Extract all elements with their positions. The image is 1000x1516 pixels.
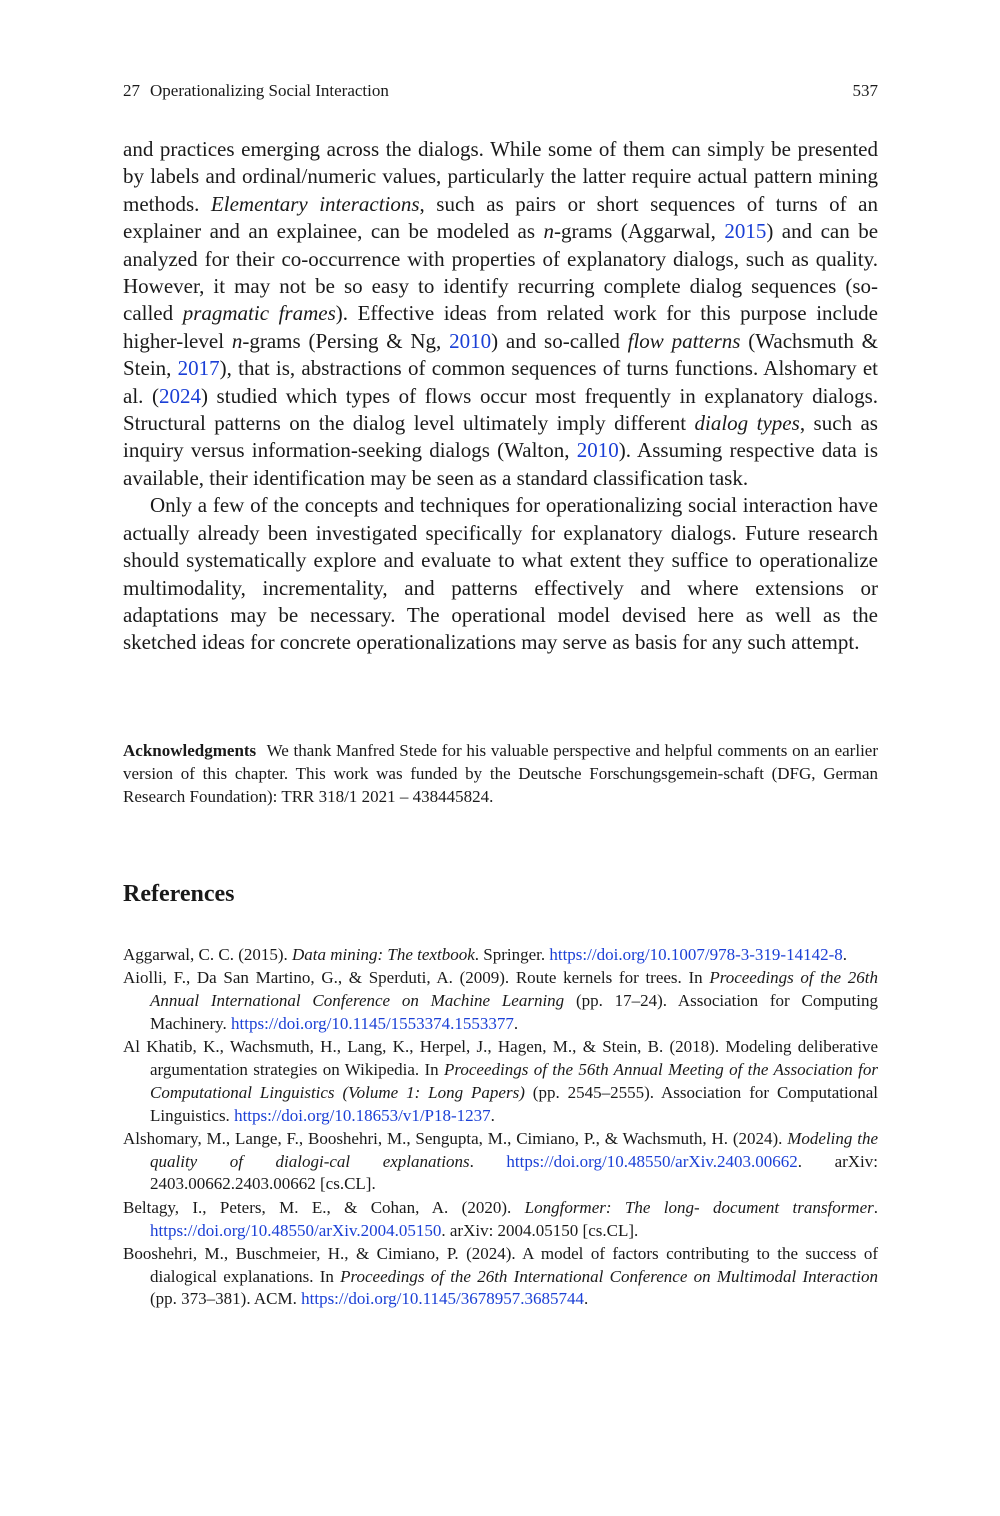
doi-link[interactable]: https://doi.org/10.1145/3678957.3685744 (301, 1289, 584, 1309)
reference-item (123, 1197, 878, 1243)
doi-link[interactable]: https://doi.org/10.48550/arXiv.2403.00662 (506, 1151, 798, 1171)
reference-text: Alshomary, M., Lange, F., Booshehri, M., Sengupta, M., Cimiano, P., & Wachsmuth, H. (2024). (123, 1128, 788, 1148)
reference-item (123, 1036, 878, 1127)
text-run: ), that is, abstractions of common sequences of turns functions. Alshomary et al. ( (123, 356, 878, 408)
doi-link[interactable]: https://doi.org/10.48550/arXiv.2004.05150 (150, 1220, 442, 1240)
reference-text: Al Khatib, K., Wachsmuth, H., Lang, K., Herpel, J., Hagen, M., & Stein, B. (2018). Modeling deliberative argumentation strategies on Wikipedia. In (123, 1037, 878, 1079)
citation-link[interactable]: 2010 (576, 438, 619, 463)
reference-text: Beltagy, I., Peters, M. E., & Cohan, A. (2020). (123, 1197, 525, 1217)
reference-title: Proceedings of the 26th International Conference on Multimodal Interaction (340, 1266, 878, 1286)
doi-link[interactable]: https://doi.org/10.1007/978-3-319-14142-8 (549, 945, 843, 964)
references-heading: References (123, 881, 235, 907)
emphasis: n (231, 328, 243, 353)
text-run: ) studied which types of flows occur most frequently in explanatory dialogs. Structural patterns on the dialog level ultimately imply different (123, 383, 878, 436)
reference-text: . Springer. (474, 945, 550, 964)
reference-item (123, 1243, 878, 1311)
reference-text: . (873, 1197, 878, 1217)
reference-text: . arXiv: 2004.05150 [cs.CL]. (441, 1220, 639, 1240)
reference-title: Modeling the quality of dialogi-cal explanations (150, 1128, 878, 1171)
emphasis: n (543, 219, 555, 244)
reference-text: . (842, 945, 848, 964)
text-run: ) and can be analyzed for their co-occurrence with properties of explanatory dialogs, such as quality. However, it may not be so easy to identify recurring complete dialog sequences (so-called (123, 219, 879, 326)
citation-link[interactable]: 2017 (177, 356, 220, 381)
reference-text: . arXiv: 2403.00662.2403.00662 [cs.CL]. (150, 1151, 879, 1194)
reference-item (123, 1128, 878, 1196)
text-run: , such as inquiry versus information-seeking dialogs (Walton, (123, 411, 878, 463)
emphasis: flow patterns (627, 328, 741, 353)
reference-title: Data mining: The textbook (292, 945, 475, 964)
reference-text: Booshehri, M., Buschmeier, H., & Cimiano, P. (2024). A model of factors contributing to the success of dialogical explanations. In (123, 1243, 878, 1286)
reference-item (123, 944, 878, 967)
reference-text: . (490, 1105, 495, 1125)
reference-text: . (469, 1151, 507, 1171)
citation-link[interactable]: 2015 (724, 219, 767, 244)
paragraph: Only a few of the concepts and techniques for operationalizing social interaction have actually already been investigated specifically for explanatory dialogs. Future research should systematically explore and evaluate to what extent they suffice to operationalize multimodality, incrementality, and patterns effectively and where extensions or adaptations may be necessary. The operational model devised here as well as the sketched ideas for concrete operationalizations may serve as basis for any such attempt. (123, 493, 878, 655)
reference-text: Aiolli, F., Da San Martino, G., & Sperduti, A. (2009). Route kernels for trees. In (123, 968, 710, 988)
page-number: 537 (852, 81, 878, 100)
text-run: -grams (Aggarwal, (554, 219, 725, 244)
text-run: (Wachsmuth & Stein, (123, 328, 878, 381)
reference-text: (pp. 373–381). ACM. (150, 1289, 302, 1309)
reference-title: Proceedings of the 26th Annual International Conference on Machine Learning (150, 968, 878, 1011)
emphasis: dialog types (694, 411, 800, 436)
doi-link[interactable]: https://doi.org/10.18653/v1/P18-1237 (234, 1105, 491, 1125)
doi-link[interactable]: https://doi.org/10.1145/1553374.1553377 (231, 1013, 514, 1033)
reference-title: Proceedings of the 56th Annual Meeting of the Association for Computational Linguistics (Volume 1: Long Papers) (150, 1059, 878, 1102)
reference-text: . (584, 1289, 589, 1309)
paragraph (123, 136, 878, 492)
text-run: ). Assuming respective data is available, their identification may be seen as a standard classification task. (123, 438, 878, 490)
acknowledgments-heading: Acknowledgments (123, 741, 257, 760)
emphasis: Elementary interactions (210, 191, 420, 216)
text-run: -grams (Persing & Ng, (242, 328, 450, 353)
chapter-title: Operationalizing Social Interaction (150, 81, 389, 100)
chapter-number: 27 (123, 81, 140, 100)
text-run: ). Effective ideas from related work for this purpose include higher-level (123, 301, 879, 353)
citation-link[interactable]: 2010 (449, 328, 492, 353)
reference-text: Aggarwal, C. C. (2015). (123, 945, 293, 964)
text-run: and practices emerging across the dialogs. While some of them can simply be presented by labels and ordinal/numeric values, particularly the latter require actual pattern mining methods. (123, 137, 878, 216)
reference-list (123, 944, 878, 1311)
reference-title: Longformer: The long- document transformer (524, 1197, 874, 1217)
text-run: ) and so-called (491, 328, 628, 353)
running-head (123, 80, 878, 102)
body-text (123, 136, 878, 657)
citation-link[interactable]: 2024 (158, 383, 201, 408)
text-run: , such as pairs or short sequences of turns of an explainer and an explainee, can be modeled as (123, 191, 878, 244)
reference-text: . (513, 1013, 519, 1033)
acknowledgments-text: We thank Manfred Stede for his valuable perspective and helpful comments on an earlier version of this chapter. This work was funded by the Deutsche Forschungsgemein-schaft (DFG, German Research Foundation): TRR 318/1 2021 – 438445824. (123, 741, 878, 806)
acknowledgments (123, 740, 878, 808)
emphasis: pragmatic frames (182, 301, 336, 326)
reference-text: (pp. 17–24). Association for Computing Machinery. (150, 991, 878, 1033)
reference-text: (pp. 2545–2555). Association for Computational Linguistics. (150, 1082, 878, 1125)
reference-item (123, 967, 878, 1035)
